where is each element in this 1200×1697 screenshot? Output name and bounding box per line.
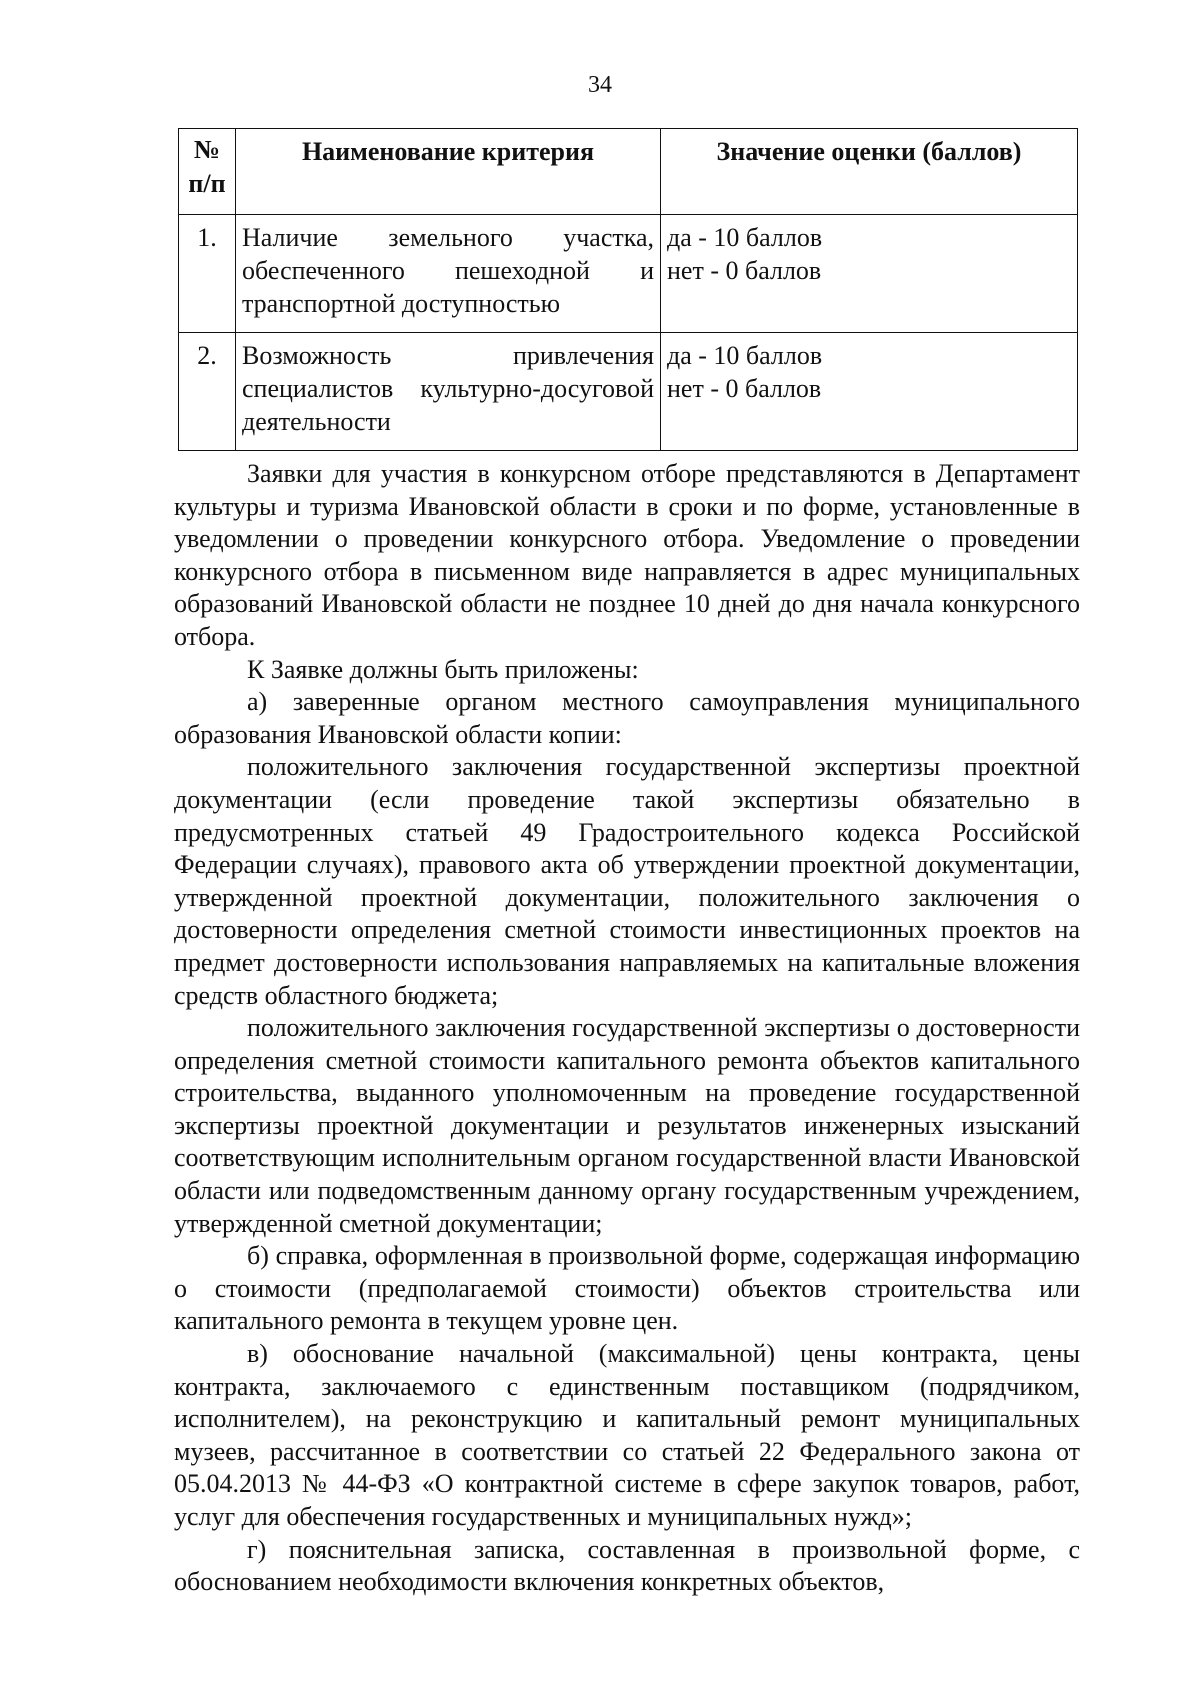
row-criterion-name: Наличие земельного участка, обеспеченного пешеходной и транспортной доступностью bbox=[236, 215, 661, 333]
row-score bbox=[661, 215, 1078, 333]
row-score bbox=[661, 333, 1078, 451]
header-num: № п/п bbox=[179, 129, 236, 215]
criteria-table bbox=[178, 128, 1078, 451]
table-header-row bbox=[179, 129, 1078, 215]
score-no: нет - 0 баллов bbox=[667, 374, 822, 403]
row-num: 2. bbox=[179, 333, 236, 451]
paragraph: К Заявке должны быть приложены: bbox=[247, 654, 639, 684]
paragraph: Заявки для участия в конкурсном отборе представляются в Департамент культуры и туризма Ивановской области в сроки и по форме, установленные в уведомлении о проведении конкурсного отбора. Уведомление о проведении конкурсного отбора в письменном виде направляется в адрес муниципальных образований Ивановской области не позднее 10 дней до дня начала конкурсного отбора. bbox=[174, 459, 1080, 651]
score-no: нет - 0 баллов bbox=[667, 256, 822, 285]
table-row bbox=[179, 215, 1078, 333]
document-body bbox=[174, 458, 1080, 1599]
paragraph: г) пояснительная записка, составленная в произвольной форме, с обоснованием необходимости включения конкретных объектов, bbox=[174, 1534, 1080, 1597]
header-score: Значение оценки (баллов) bbox=[661, 129, 1078, 215]
paragraph: а) заверенные органом местного самоуправления муниципального образования Ивановской области копии: bbox=[174, 687, 1080, 749]
table-row bbox=[179, 333, 1078, 451]
score-yes: да - 10 баллов bbox=[667, 223, 823, 252]
page-number: 34 bbox=[588, 72, 612, 98]
paragraph: положительного заключения государственной экспертизы проектной документации (если проведение такой экспертизы обязательно в предусмотренных статьей 49 Градостроительного кодекса Российской Федерации случаях), правового акта об утверждении проектной документации, утвержденной проектной документации, положительного заключения о достоверности определения сметной стоимости инвестиционных проектов на предмет достоверности использования направляемых на капитальные вложения средств областного бюджета; bbox=[174, 752, 1080, 1010]
paragraph: в) обоснование начальной (максимальной) цены контракта, цены контракта, заключаемого с единственным поставщиком (подрядчиком, исполнителем), на реконструкцию и капитальный ремонт муниципальных музеев, рассчитанное в соответствии со статьей 22 Федерального закона от 05.04.2013 № 44-ФЗ «О контрактной системе в сфере закупок товаров, работ, услуг для обеспечения государственных и муниципальных нужд»; bbox=[174, 1339, 1080, 1531]
header-criterion-name: Наименование критерия bbox=[236, 129, 661, 215]
row-criterion-name: Возможность привлечения специалистов культурно-досуговой деятельности bbox=[236, 333, 661, 451]
score-yes: да - 10 баллов bbox=[667, 341, 823, 370]
row-num: 1. bbox=[179, 215, 236, 333]
paragraph: б) справка, оформленная в произвольной форме, содержащая информацию о стоимости (предполагаемой стоимости) объектов строительства или капитального ремонта в текущем уровне цен. bbox=[174, 1241, 1080, 1336]
paragraph: положительного заключения государственной экспертизы о достоверности определения сметной стоимости капитального ремонта объектов капитального строительства, выданного уполномоченным на проведение государственной экспертизы проектной документации и результатов инженерных изысканий соответствующим исполнительным органом государственной власти Ивановской области или подведомственным данному органу государственным учреждением, утвержденной сметной документации; bbox=[174, 1013, 1080, 1238]
